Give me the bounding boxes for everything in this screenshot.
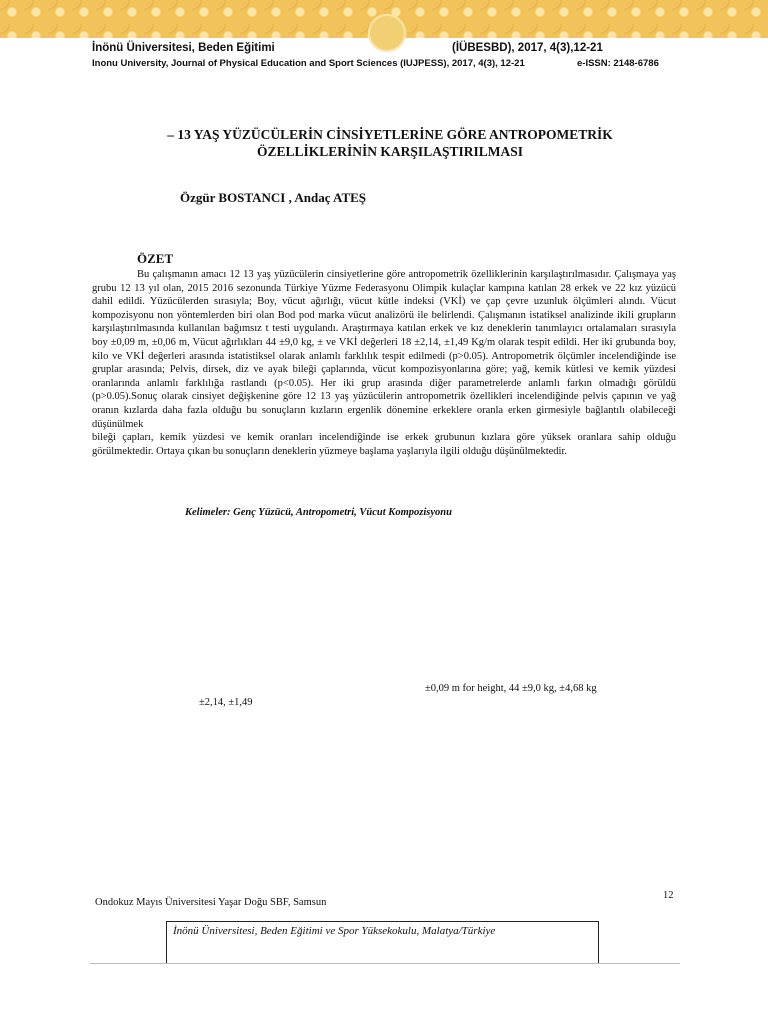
footer-divider [90, 963, 680, 964]
journal-header-en [92, 58, 692, 69]
journal-citation-tr: (İÜBESBD), 2017, 4(3),12-21 [452, 42, 603, 54]
journal-header-tr [92, 42, 692, 54]
header-banner [0, 0, 768, 38]
title-line-2: ÖZELLİKLERİNİN KARŞILAŞTIRILMASI [257, 144, 523, 159]
abstract-body [92, 268, 676, 458]
page-number: 12 [663, 890, 674, 901]
title-line-1: – 13 YAŞ YÜZÜCÜLERİN CİNSİYETLERİNE GÖRE ANTROPOMETRİK [167, 127, 613, 142]
journal-issn: e-ISSN: 2148-6786 [577, 58, 659, 69]
english-abstract-fragment-1: ±0,09 m for height, 44 ±9,0 kg, ±4,68 kg [425, 683, 597, 694]
abstract-paragraph-1: Bu çalışmanın amacı 12 13 yaş yüzücülerin cinsiyetlerine göre antropometrik özelliklerinin karşılaştırılmasıdır. Çalışmaya yaş grubu 12 13 yıl olan, 2015 2016 sezonunda Türkiye Yüzme Federasyonu Olimpik kulaçlar kampına katılan 28 erkek ve 22 kız yüzücü dahil edildi. Yüzücülerden sırasıyla; Boy, vücut ağırlığı, vücut kütle indeksi (VKİ) ve çap çevre uzunluk ölçümleri alındı. Vücut kompozisyonu non yöntemlerden biri olan Bod pod marka vücut analizörü ile belirlendi. Çalışmanın istatiksel analizinde ikili grupların karşılaştırılmasında kullanılan bağımsız t testi uygulandı. Araştırmaya katılan erkek ve kız deneklerin tanımlayıcı ortalamaları sırasıyla boy ±0,09 m, ±0,06 m, Vücut ağırlıkları 44 ±9,0 kg, ± ve VKİ değerleri 18 ±2,14, ±1,49 Kg/m olarak tespit edildi. Her iki grubunda boy, kilo ve VKİ değerleri arasında istatistiksel olarak anlamlı farklılık tespit edilmedi (p>0.05). Antropometrik ölçümler incelendiğinde ise gruplar arasında; Pelvis, dirsek, diz ve ayak bileği çaplarında, vücut kompozisyonlarına göre; yağ, kemik kütlesi ve kemik yüzdesi oranlarında anlamlı farklılığa rastlandı (p<0.05). Her iki grup arasında diğer parametrelerde anlamlı farkın olmadığı görüldü (p>0.05).Sonuç olarak cinsiyet değişkenine göre 12 13 yaş yüzücülerin antropometrik özellikleri incelendiğinde pelvis çapının ve yağ oranın kızlarda daha fazla olduğu bu sonuçların kızların ergenlik dönemine erkeklere oranla erken girmesiyle bağlantılı olabileceği düşünülmek [92, 269, 676, 430]
affiliation-box [166, 921, 599, 963]
paper-title [120, 126, 660, 160]
author-affiliation: Ondokuz Mayıs Üniversitesi Yaşar Doğu SBF, Samsun [95, 897, 327, 908]
keywords: Kelimeler: Genç Yüzücü, Antropometri, Vücut Kompozisyonu [185, 507, 452, 518]
abstract-heading: ÖZET [137, 251, 174, 266]
journal-name-tr: İnönü Üniversitesi, Beden Eğitimi [92, 42, 275, 54]
journal-name-en: Inonu University, Journal of Physical Education and Sport Sciences (IUJPESS), 2017, 4(3), 12-21 [92, 58, 525, 69]
author-list: Özgür BOSTANCI , Andaç ATEŞ [180, 190, 367, 205]
affiliation-box-text: İnönü Üniversitesi, Beden Eğitimi ve Spor Yüksekokulu, Malatya/Türkiye [173, 925, 496, 937]
english-abstract-fragment-2: ±2,14, ±1,49 [199, 697, 253, 708]
abstract-paragraph-2: bileği çapları, kemik yüzdesi ve kemik oranları incelendiğinde ise erkek grubunun kızlara göre yüksek oranlara sahip olduğu görülmektedir. Ortaya çıkan bu sonuçların deneklerin yüzmeye başlama yaşlarıyla ilgili olduğu düşünülmektedir. [92, 432, 676, 457]
